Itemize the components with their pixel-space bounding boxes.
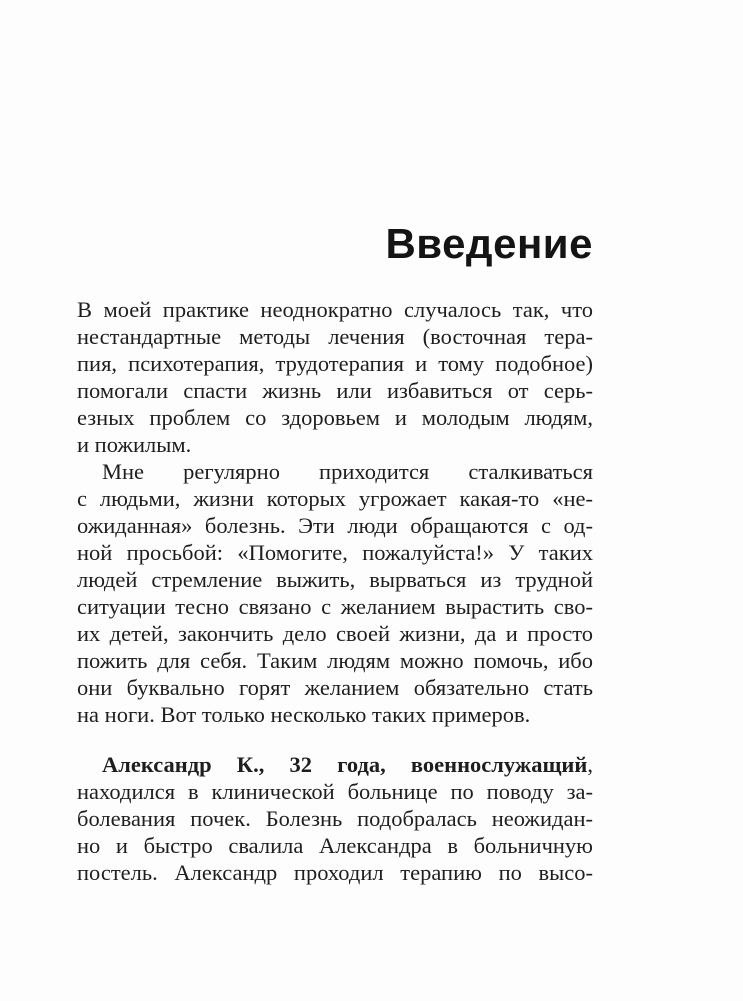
bold-text-segment: Александр К., 32 года, военнослужащий bbox=[102, 752, 588, 777]
text-line: В моей практике неоднократно случалось так, что bbox=[77, 297, 593, 322]
paragraph bbox=[77, 458, 593, 728]
text-line: помогали спасти жизнь или избавиться от серь- bbox=[77, 378, 593, 403]
text-line: пожить для себя. Таким людям можно помочь, ибо bbox=[77, 648, 593, 673]
text-line: находился в клинической больнице по поводу за- bbox=[77, 779, 593, 804]
page-title: Введение bbox=[385, 220, 593, 267]
text-line bbox=[77, 751, 593, 778]
text-line: на ноги. Вот только несколько таких примеров. bbox=[77, 702, 531, 727]
text-line: нестандартные методы лечения (восточная тера- bbox=[77, 324, 593, 349]
text-line: езных проблем со здоровьем и молодым людям, bbox=[77, 405, 593, 430]
page-content bbox=[77, 0, 593, 886]
text-line: пия, психотерапия, трудотерапия и тому подобное) bbox=[77, 351, 593, 376]
text-line: ной просьбой: «Помогите, пожалуйста!» У таких bbox=[77, 540, 593, 565]
text-line: постель. Александр проходил терапию по высо- bbox=[77, 860, 593, 885]
text-line: ожиданная» болезнь. Эти люди обращаются с од- bbox=[77, 513, 593, 538]
text-line: ситуации тесно связано с желанием вырастить сво- bbox=[77, 594, 593, 619]
text-line: их детей, закончить дело своей жизни, да и просто bbox=[77, 621, 593, 646]
text-line: людей стремление выжить, вырваться из трудной bbox=[77, 567, 593, 592]
text-line: они буквально горят желанием обязательно стать bbox=[77, 675, 593, 700]
text-line: и пожилым. bbox=[77, 432, 192, 457]
text-line: но и быстро свалила Александра в больничную bbox=[77, 833, 593, 858]
paragraph bbox=[77, 296, 593, 458]
text-segment: , bbox=[587, 752, 593, 777]
paragraph bbox=[77, 751, 593, 886]
text-line: с людьми, жизни которых угрожает какая-то «не- bbox=[77, 486, 593, 511]
text-line: болевания почек. Болезнь подобралась неожидан- bbox=[77, 806, 593, 831]
text-line: Мне регулярно приходится сталкиваться bbox=[102, 459, 593, 484]
body-text bbox=[77, 296, 593, 886]
